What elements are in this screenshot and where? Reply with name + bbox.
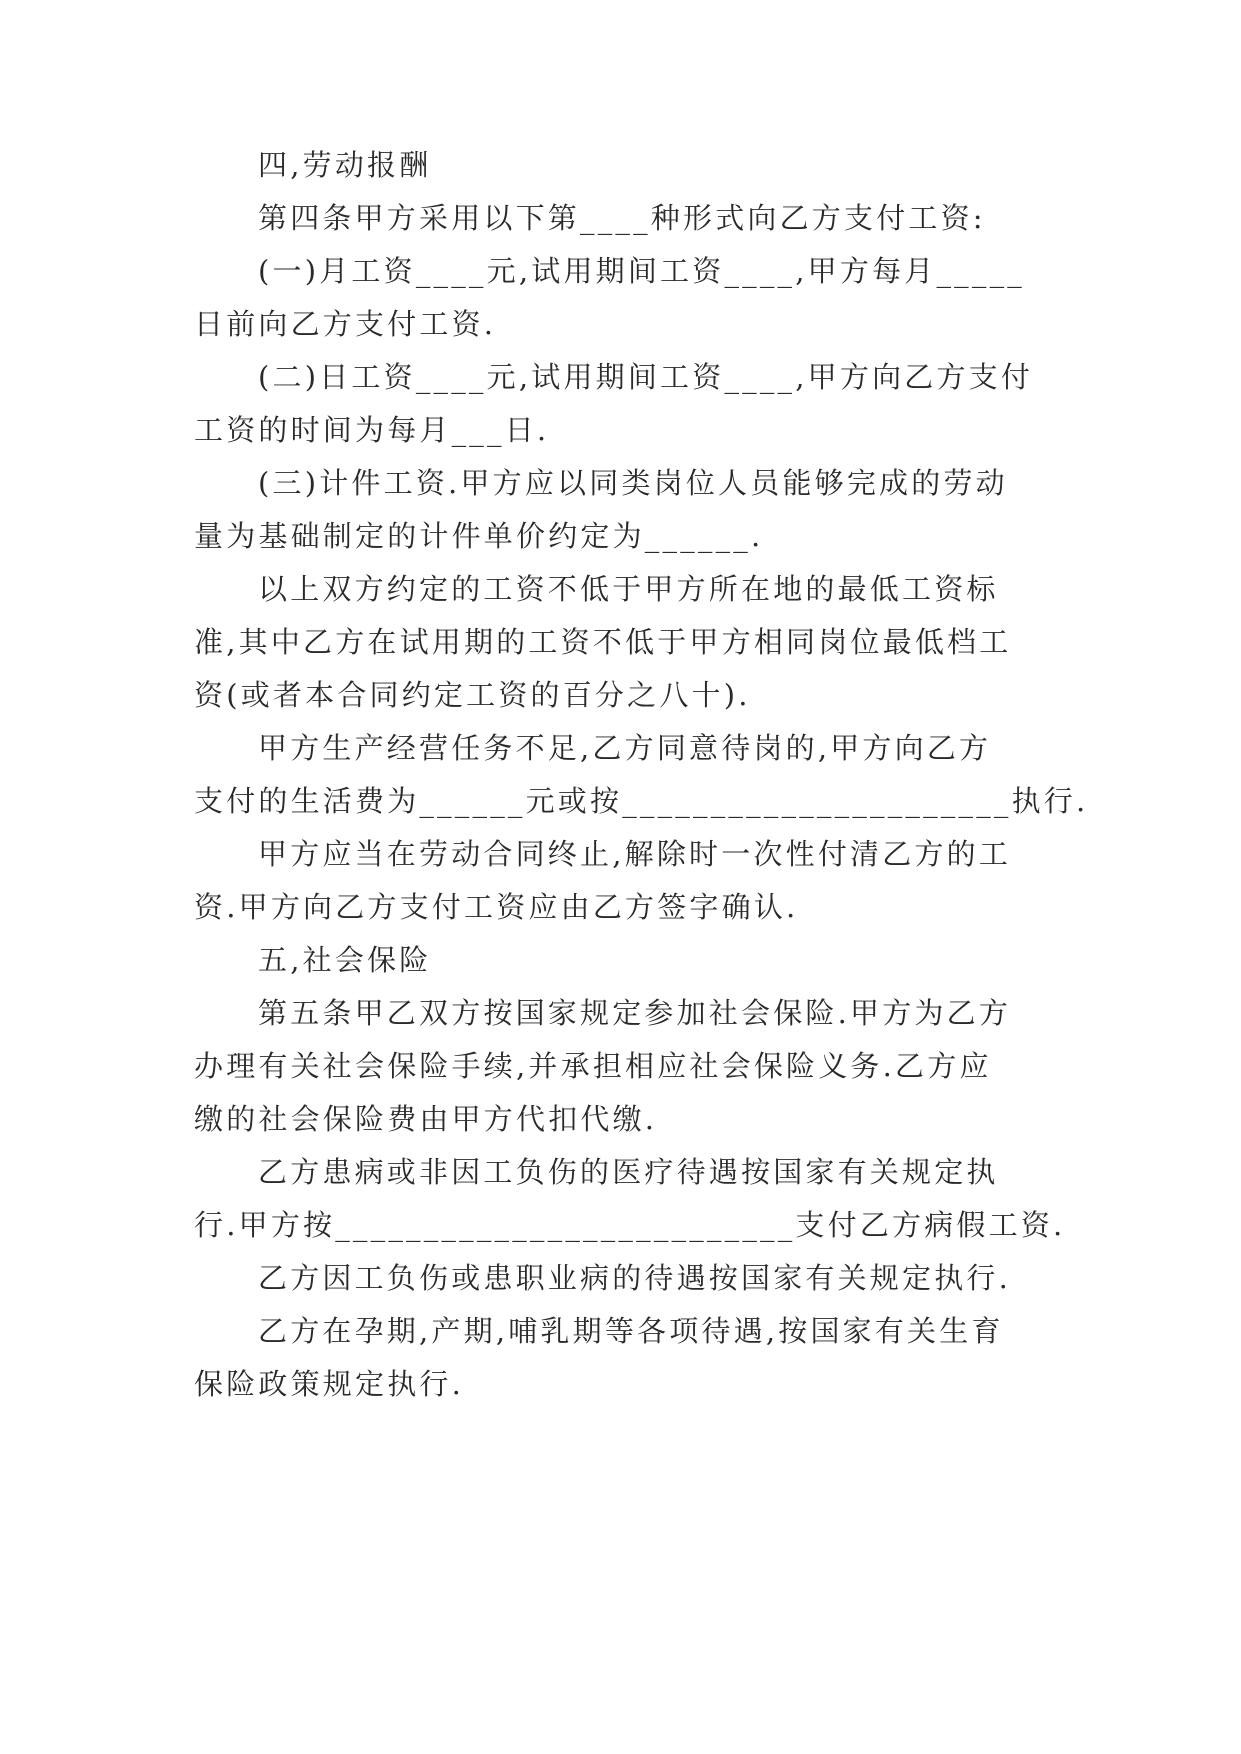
section-heading-social-insurance: 五,社会保险 [258, 943, 432, 977]
piece-wage-text: (三)计件工资.甲方应以同类岗位人员能够完成的劳动 [258, 466, 1008, 500]
maternity-text-cont: 保险政策规定执行. [194, 1367, 465, 1401]
minimum-wage-text-cont-1: 准,其中乙方在试用期的工资不低于甲方相同岗位最低档工 [194, 625, 1012, 659]
monthly-wage-text: (一)月工资____元,试用期间工资____,甲方每月_____ [258, 254, 1025, 288]
standby-text: 甲方生产经营任务不足,乙方同意待岗的,甲方向乙方 [258, 731, 992, 765]
section-heading-labor-remuneration: 四,劳动报酬 [258, 148, 432, 182]
sick-leave-text: 乙方患病或非因工负伤的医疗待遇按国家有关规定执 [258, 1155, 999, 1189]
standby-text-cont: 支付的生活费为______元或按______________________执行. [194, 784, 1089, 818]
minimum-wage-text: 以上双方约定的工资不低于甲方所在地的最低工资标 [258, 572, 999, 606]
maternity-text: 乙方在孕期,产期,哺乳期等各项待遇,按国家有关生育 [258, 1314, 1004, 1348]
termination-pay-text: 甲方应当在劳动合同终止,解除时一次性付清乙方的工 [258, 837, 1012, 871]
article-5-text: 第五条甲乙双方按国家规定参加社会保险.甲方为乙方 [258, 996, 1012, 1030]
article-5-text-cont-2: 缴的社会保险费由甲方代扣代缴. [194, 1102, 658, 1136]
monthly-wage-text-cont: 日前向乙方支付工资. [194, 307, 497, 341]
work-injury-text: 乙方因工负伤或患职业病的待遇按国家有关规定执行. [258, 1261, 1012, 1295]
piece-wage-text-cont: 量为基础制定的计件单价约定为______. [194, 519, 764, 553]
minimum-wage-text-cont-2: 资(或者本合同约定工资的百分之八十). [194, 678, 751, 712]
termination-pay-text-cont: 资.甲方向乙方支付工资应由乙方签字确认. [194, 890, 799, 924]
daily-wage-text-cont: 工资的时间为每月___日. [194, 413, 550, 447]
article-5-text-cont-1: 办理有关社会保险手续,并承担相应社会保险义务.乙方应 [194, 1049, 992, 1083]
sick-leave-text-cont: 行.甲方按__________________________支付乙方病假工资. [194, 1208, 1066, 1242]
daily-wage-text: (二)日工资____元,试用期间工资____,甲方向乙方支付 [258, 360, 1034, 394]
article-4-text: 第四条甲方采用以下第____种形式向乙方支付工资: [258, 201, 986, 235]
